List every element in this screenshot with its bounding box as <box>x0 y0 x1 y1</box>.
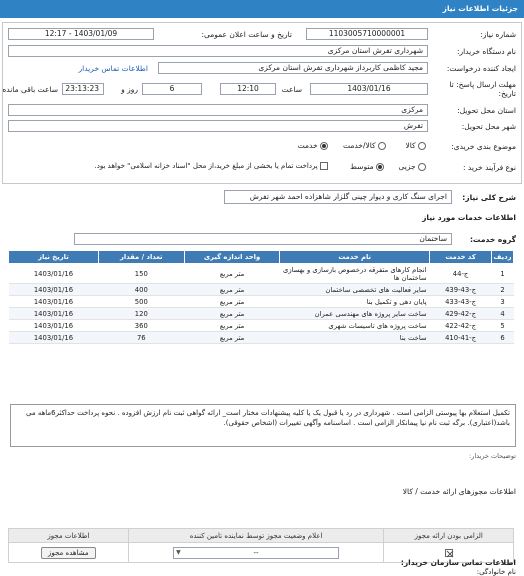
services-table <box>8 250 514 344</box>
deadline-date-field[interactable]: 1403/01/16 <box>310 83 428 95</box>
announce-date-label: تاریخ و ساعت اعلان عمومی: <box>201 30 292 39</box>
days-field[interactable]: 6 <box>142 83 202 95</box>
cell-qty: 400 <box>98 284 184 296</box>
summary-field[interactable]: اجرای سنگ کاری و دیوار چینی گلزار شاهزاده احمد شهر تفرش <box>224 190 452 204</box>
cell-code: ج-42-429 <box>430 308 492 320</box>
cell-name: انجام کارهای متفرقه درخصوص بازسازی و بهسازی ساختمان ها <box>280 264 430 284</box>
city-label: شهر محل تحویل: <box>461 122 516 131</box>
permit-required-checkbox <box>445 549 453 557</box>
category-label: موضوع بندی خریدی: <box>451 142 516 151</box>
table-row <box>9 308 514 320</box>
cell-row: 1 <box>492 264 514 284</box>
deadline-time-label: ساعت <box>281 85 302 94</box>
cell-unit: متر مربع <box>184 332 280 344</box>
cell-qty: 500 <box>98 296 184 308</box>
cell-name: ساخت سایر پروژه های مهندسی عمران <box>280 308 430 320</box>
service-group-label: گروه خدمت: <box>469 235 516 244</box>
cell-name: ساخت بنا <box>280 332 430 344</box>
days-label: روز و <box>121 85 138 94</box>
cell-qty: 120 <box>98 308 184 320</box>
permit-info-cell <box>9 543 129 563</box>
cell-row: 2 <box>492 284 514 296</box>
cell-unit: متر مربع <box>184 308 280 320</box>
services-section-title: اطلاعات خدمات مورد نیاز <box>422 213 516 222</box>
cell-date: 1403/01/16 <box>9 332 99 344</box>
col-qty: تعداد / مقدار <box>98 251 184 264</box>
permit-status-select[interactable] <box>173 547 339 559</box>
services-table-header <box>9 251 514 264</box>
summary-label: شرح کلی نیاز: <box>462 193 516 202</box>
deadline-time-field[interactable]: 12:10 <box>220 83 276 95</box>
permits-section-title: اطلاعات مجوزهای ارائه خدمت / کالا <box>402 487 516 496</box>
buyer-contact-link[interactable]: اطلاعات تماس خریدار <box>78 64 148 73</box>
cell-row: 5 <box>492 320 514 332</box>
cell-date: 1403/01/16 <box>9 296 99 308</box>
permit-status-cell <box>128 543 384 563</box>
col-name: نام خدمت <box>280 251 430 264</box>
category-radio-service[interactable] <box>320 142 328 150</box>
cell-date: 1403/01/16 <box>9 264 99 284</box>
table-row <box>9 296 514 308</box>
cell-unit: متر مربع <box>184 264 280 284</box>
permits-table-header <box>9 529 514 543</box>
cell-qty: 360 <box>98 320 184 332</box>
category-radio-goods[interactable] <box>418 142 426 150</box>
process-radio-minor[interactable] <box>418 163 426 171</box>
treasury-payment-option[interactable]: پرداخت تمام یا بخشی از مبلغ خرید،از محل "اسناد خزانه اسلامی" خواهد بود. <box>95 162 328 170</box>
buyer-contact-section-title: اطلاعات تماس سازمان خریدار: <box>400 558 516 567</box>
col-row: ردیف <box>492 251 514 264</box>
table-row <box>9 284 514 296</box>
buyer-label: نام دستگاه خریدار: <box>456 47 516 56</box>
col-permit-required: الزامی بودن ارائه مجوز <box>384 529 514 543</box>
cell-unit: متر مربع <box>184 320 280 332</box>
col-unit: واحد اندازه گیری <box>184 251 280 264</box>
cell-qty: 76 <box>98 332 184 344</box>
category-option-service[interactable]: خدمت <box>298 141 328 150</box>
cell-qty: 150 <box>98 264 184 284</box>
deadline-label: مهلت ارسال پاسخ: تا <box>449 80 516 89</box>
table-row <box>9 320 514 332</box>
announce-date-field[interactable]: 1403/01/09 - 12:17 <box>8 28 154 40</box>
treasury-checkbox[interactable] <box>320 162 328 170</box>
cell-row: 3 <box>492 296 514 308</box>
process-label: نوع فرآیند خرید : <box>462 163 516 172</box>
col-permit-status: اعلام وضعیت مجوز توسط نماینده تامین کننده <box>128 529 384 543</box>
creator-label: ایجاد کننده درخواست: <box>446 64 516 73</box>
need-number-label: شماره نیاز: <box>480 30 516 39</box>
col-permit-info: اطلاعات مجوز <box>9 529 129 543</box>
cell-code: ج-44 <box>430 264 492 284</box>
table-row <box>9 332 514 344</box>
cell-date: 1403/01/16 <box>9 284 99 296</box>
cross-icon <box>446 550 454 558</box>
col-date: تاریخ نیاز <box>9 251 99 264</box>
remaining-time-field[interactable]: 23:13:23 <box>62 83 104 95</box>
need-number-field[interactable]: 1103005710000001 <box>306 28 428 40</box>
city-field[interactable]: تفرش <box>8 120 428 132</box>
cell-name: ساخت پروژه های تاسیسات شهری <box>280 320 430 332</box>
cell-date: 1403/01/16 <box>9 308 99 320</box>
category-radio-goods-service[interactable] <box>378 142 386 150</box>
province-label: استان محل تحویل: <box>457 106 516 115</box>
cell-name: سایر فعالیت های تخصصی ساختمان <box>280 284 430 296</box>
cell-unit: متر مربع <box>184 296 280 308</box>
cell-code: ج-41-410 <box>430 332 492 344</box>
cell-code: ج-42-422 <box>430 320 492 332</box>
process-option-minor[interactable]: جزیی <box>398 162 426 171</box>
chevron-down-icon: ▼ <box>176 548 181 556</box>
cell-date: 1403/01/16 <box>9 320 99 332</box>
cell-row: 4 <box>492 308 514 320</box>
permit-status-value: -- <box>253 548 259 557</box>
contact-name-label: نام خانوادگی: <box>476 568 516 576</box>
cell-row: 6 <box>492 332 514 344</box>
view-permit-button[interactable]: مشاهده مجوز <box>41 547 96 559</box>
category-option-goods-service[interactable]: کالا/خدمت <box>343 141 386 150</box>
process-radio-medium[interactable] <box>376 163 384 171</box>
creator-field[interactable]: مجید کاظمی کاربرداز شهرداری تفرش استان مرکزی <box>158 62 428 74</box>
province-field[interactable]: مرکزی <box>8 104 428 116</box>
buyer-notes-label: توضیحات خریدار: <box>469 452 516 460</box>
service-group-field[interactable]: ساختمان <box>74 233 452 245</box>
window-title: جزئیات اطلاعات نیاز <box>0 0 524 18</box>
buyer-field[interactable]: شهرداری تفرش استان مرکزی <box>8 45 428 57</box>
remaining-label: ساعت باقی مانده <box>2 85 58 94</box>
deadline-date-label: تاریخ: <box>498 89 516 98</box>
cell-name: پایان دهی و تکمیل بنا <box>280 296 430 308</box>
process-option-medium[interactable]: متوسط <box>350 162 384 171</box>
buyer-notes: تکمیل استعلام بها پیوستی الزامی است . شهرداری در رد یا قبول یک یا کلیه پیشنهادات مختار است_ ارائه گواهی ثبت نام ارزش افزوده . نحوه پرداخت حداکثر6ماهه می باشد(اعتباری). برگه ثبت نام نیا پیمانکار الزامی است . اساسنامه وآگهی تغییرات (اشخاص حقوقی). <box>10 404 516 447</box>
cell-code: ج-43-433 <box>430 296 492 308</box>
table-row <box>9 264 514 284</box>
category-option-goods[interactable]: کالا <box>405 141 426 150</box>
cell-code: ج-43-439 <box>430 284 492 296</box>
col-code: کد خدمت <box>430 251 492 264</box>
cell-unit: متر مربع <box>184 284 280 296</box>
